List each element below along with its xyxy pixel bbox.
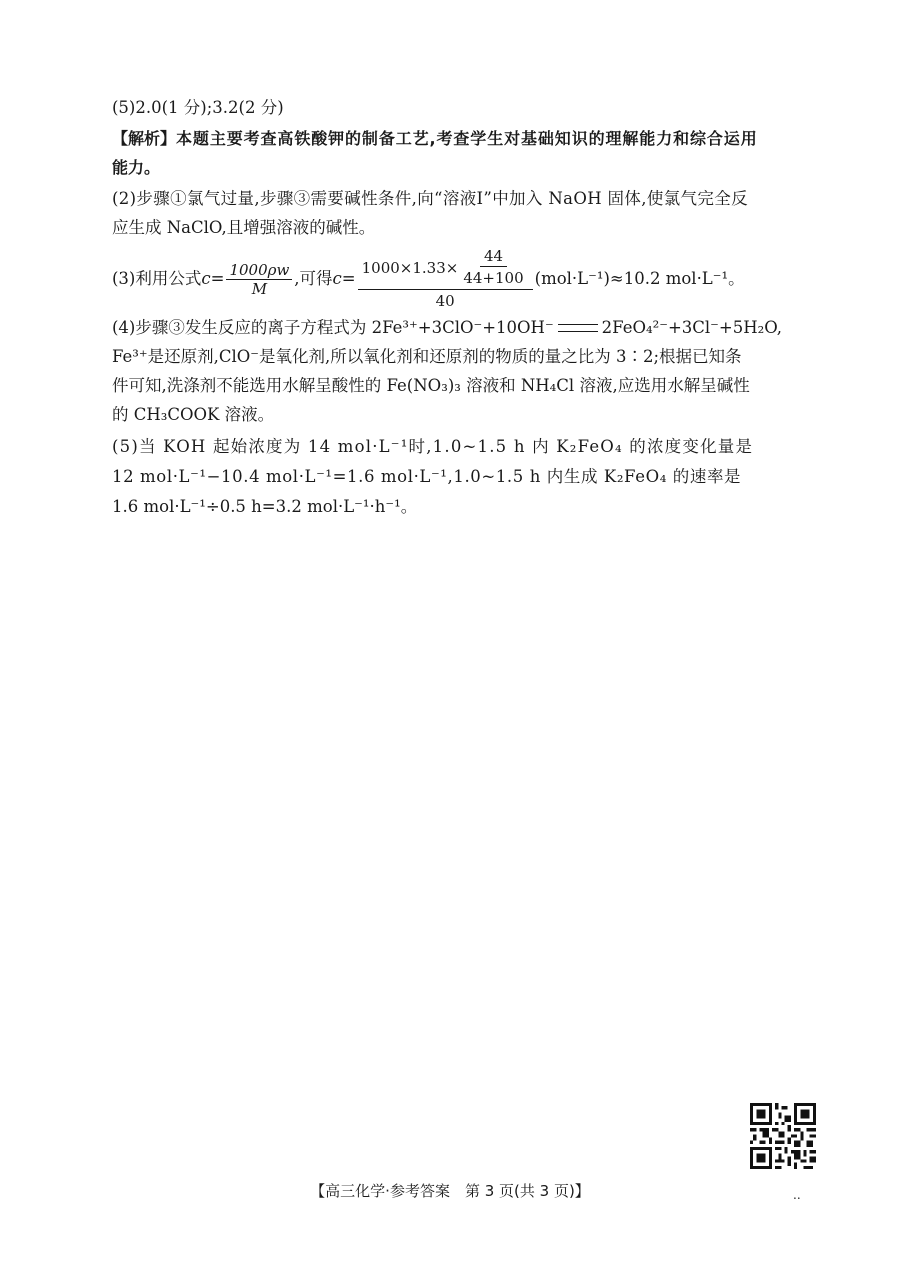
ionic-equation-right: 2FeO₄²⁻+3Cl⁻+5H₂O, (601, 318, 783, 337)
concentration-numerator (358, 246, 533, 290)
paragraph-3-formula (112, 247, 816, 310)
analysis-line-2: 能力。 (112, 158, 161, 177)
equals-sign (558, 324, 598, 332)
paragraph-5-line-2: 12 mol·L⁻¹−10.4 mol·L⁻¹=1.6 mol·L⁻¹,1.0~1.5 h 内生成 K₂FeO₄ 的速率是 (112, 467, 742, 486)
numerator-left: 1000×1.33× (361, 258, 459, 277)
p3-prefix: (3)利用公式 (112, 269, 202, 288)
paragraph-4-line-3: 件可知,洗涤剂不能选用水解呈酸性的 Fe(NO₃)₃ 溶液和 NH₄Cl 溶液,应选用水解呈碱性 (112, 376, 750, 395)
analysis-line-1 (112, 127, 816, 151)
analysis-text-1: 本题主要考查高铁酸钾的制备工艺,考查学生对基础知识的理解能力和综合运用 (176, 129, 758, 148)
p3-equals: = (210, 269, 225, 288)
p3-equals-2: = (341, 269, 356, 288)
page-footer: 【高三化学·参考答案 第 3 页(共 3 页)】 (310, 1182, 590, 1200)
paragraph-2-line-1: (2)步骤①氯气过量,步骤③需要碱性条件,向“溶液Ⅰ”中加入 NaOH 固体,使氯气完全反 (112, 189, 748, 208)
paragraph-4-line-1 (112, 316, 816, 340)
mass-fraction-denominator: 44+100 (463, 269, 524, 287)
p3-mid: ,可得 (294, 269, 333, 288)
analysis-tag: 【解析】 (112, 129, 177, 148)
concentration-denominator: 40 (435, 292, 455, 310)
ionic-equation-left: (4)步骤③发生反应的离子方程式为 2Fe³⁺+3ClO⁻+10OH⁻ (112, 318, 554, 337)
qr-code-image (750, 1103, 816, 1169)
paragraph-4-line-2: Fe³⁺是还原剂,ClO⁻是氧化剂,所以氧化剂和还原剂的物质的量之比为 3∶2;根据已知条 (112, 347, 742, 366)
density-formula-numerator: 1000ρw (226, 261, 292, 280)
paragraph-4-line-4: 的 CH₃COOK 溶液。 (112, 405, 275, 424)
paragraph-5-line-3: 1.6 mol·L⁻¹÷0.5 h=3.2 mol·L⁻¹·h⁻¹。 (112, 497, 418, 516)
p3-tail: (mol·L⁻¹)≈10.2 mol·L⁻¹。 (534, 269, 745, 288)
density-formula-fraction (226, 261, 292, 298)
mass-fraction-numerator: 44 (480, 246, 507, 267)
density-formula-denominator: M (251, 279, 268, 298)
p3-c-symbol-2: c (332, 269, 342, 288)
answer-5-line: (5)2.0(1 分);3.2(2 分) (112, 98, 284, 117)
concentration-fraction (358, 246, 533, 312)
paragraph-5-line-1: (5)当 KOH 起始浓度为 14 mol·L⁻¹时,1.0~1.5 h 内 K₂FeO₄ 的浓度变化量是 (112, 437, 754, 456)
footer-dots: .. (793, 1188, 801, 1202)
p3-c-symbol: c (201, 269, 211, 288)
mass-fraction (460, 246, 526, 289)
paragraph-2-line-2: 应生成 NaClO,且增强溶液的碱性。 (112, 218, 376, 237)
